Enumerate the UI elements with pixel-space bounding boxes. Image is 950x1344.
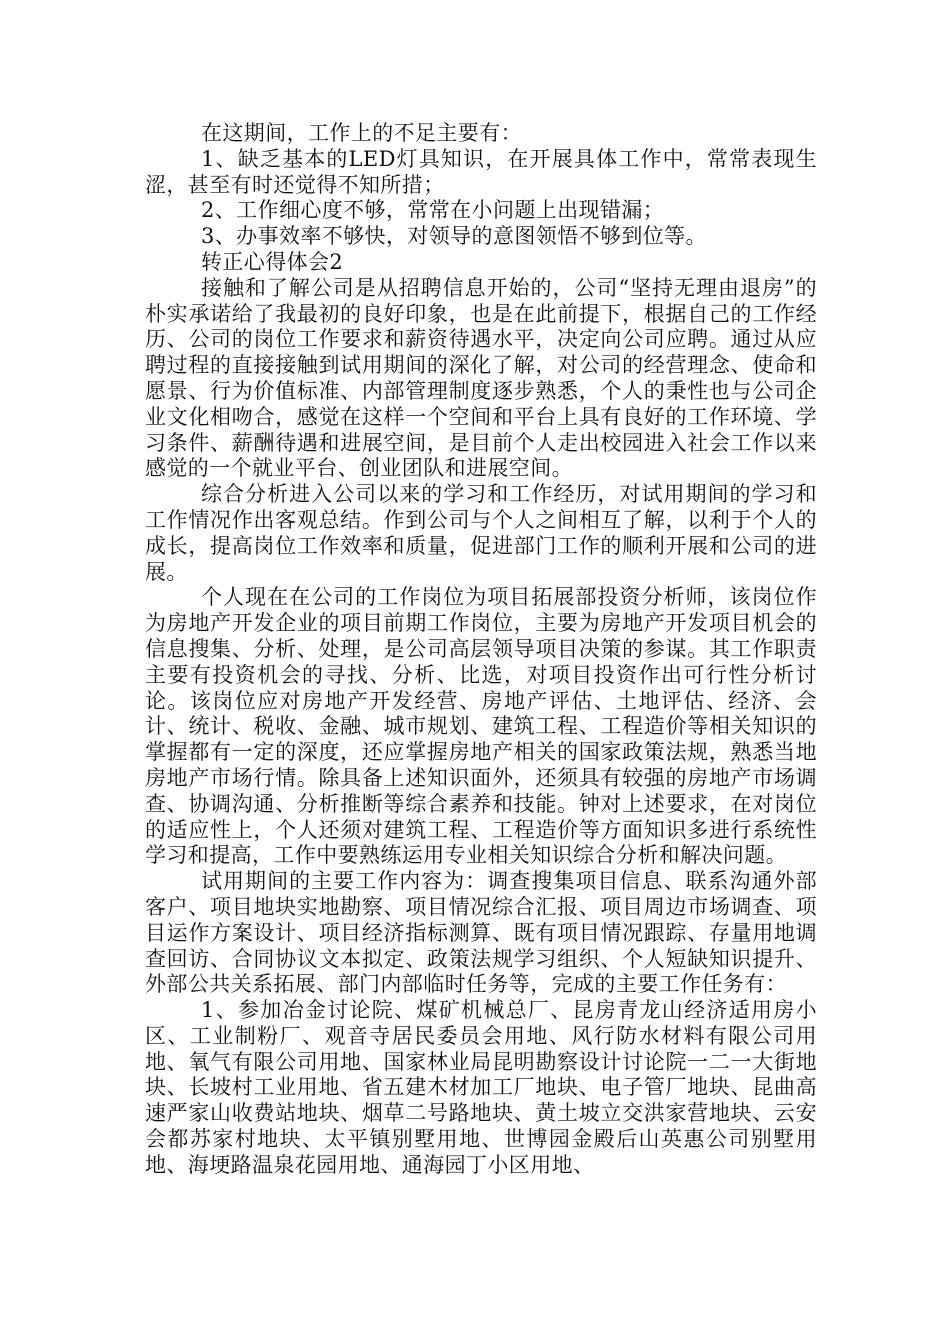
paragraph-shortcomings-intro: 在这期间，工作上的不足主要有： [201, 121, 522, 145]
paragraph-company-impression: 接触和了解公司是从招聘信息开始的，公司“坚持无理由退房”的朴实承诺给了我最初的良好印象，也是在此前提下，根据自己的工作经历、公司的岗位工作要求和薪资待遇水平，决定向公司应聘。通过从应聘过程的直接接触到试用期间的深化了解，对公司的经营理念、使命和愿景、行为价值标准、内部管理制度逐步熟悉，个人的秉性也与公司企业文化相吻合，感觉在这样一个空间和平台上具有良好的工作环境、学习条件、薪酬待遇和进展空间，是目前个人走出校园进入社会工作以来感觉的一个就业平台、创业团队和进展空间。 [145, 275, 817, 481]
paragraph-shortcoming-3: 3、办事效率不够快，对领导的意图领悟不够到位等。 [201, 224, 707, 249]
document-body [145, 121, 817, 1179]
paragraph-job-position: 个人现在在公司的工作岗位为项目拓展部投资分析师，该岗位作为房地产开发企业的项目前期工作岗位，主要为房地产开发项目机会的信息搜集、分析、处理，是公司高层领导项目决策的参谋。其工作职责主要有投资机会的寻找、分析、比选，对项目投资作出可行性分析讨论。该岗位应对房地产开发经营、房地产评估、土地评估、经济、会计、统计、税收、金融、城市规划、建筑工程、工程造价等相关知识的掌握都有一定的深度，还应掌握房地产相关的国家政策法规，熟悉当地房地产市场行情。除具备上述知识面外，还须具有较强的房地产市场调查、协调沟通、分析推断等综合素养和技能。钟对上述要求，在对岗位的适应性上，个人还须对建筑工程、工程造价等方面知识多进行系统性学习和提高，工作中要熟练运用专业相关知识综合分析和解决问题。 [145, 585, 817, 868]
paragraph-task-list-1: 1、参加冶金讨论院、煤矿机械总厂、昆房青龙山经济适用房小区、工业制粉厂、观音寺居民委员会用地、风行防水材料有限公司用地、氧气有限公司用地、国家林业局昆明勘察设计讨论院一二一大街地块、长坡村工业用地、省五建木材加工厂地块、电子管厂地块、昆曲高速严家山收费站地块、烟草二号路地块、黄土坡立交洪家营地块、云安会都苏家村地块、太平镇别墅用地、世博园金殿后山英惠公司别墅用地、海埂路温泉花园用地、通海园丁小区用地、 [145, 998, 817, 1177]
paragraph-shortcoming-2: 2、工作细心度不够，常常在小问题上出现错漏； [201, 198, 665, 223]
section-heading: 转正心得体会2 [201, 249, 344, 274]
paragraph-work-content: 试用期间的主要工作内容为：调查搜集项目信息、联系沟通外部客户、项目地块实地勘察、项目情况综合汇报、项目周边市场调查、项目运作方案设计、项目经济指标测算、既有项目情况跟踪、存量用地调查回访、合同协议文本拟定、政策法规学习组织、个人短缺知识提升、外部公共关系拓展、部门内部临时任务等，完成的主要工作任务有： [145, 869, 817, 997]
paragraph-summary-purpose: 综合分析进入公司以来的学习和工作经历，对试用期间的学习和工作情况作出客观总结。作到公司与个人之间相互了解，以利于个人的成长，提高岗位工作效率和质量，促进部门工作的顺利开展和公司的进展。 [145, 482, 817, 584]
paragraph-shortcoming-1: 1、缺乏基本的LED灯具知识，在开展具体工作中，常常表现生涩，甚至有时还觉得不知所措； [145, 146, 817, 197]
